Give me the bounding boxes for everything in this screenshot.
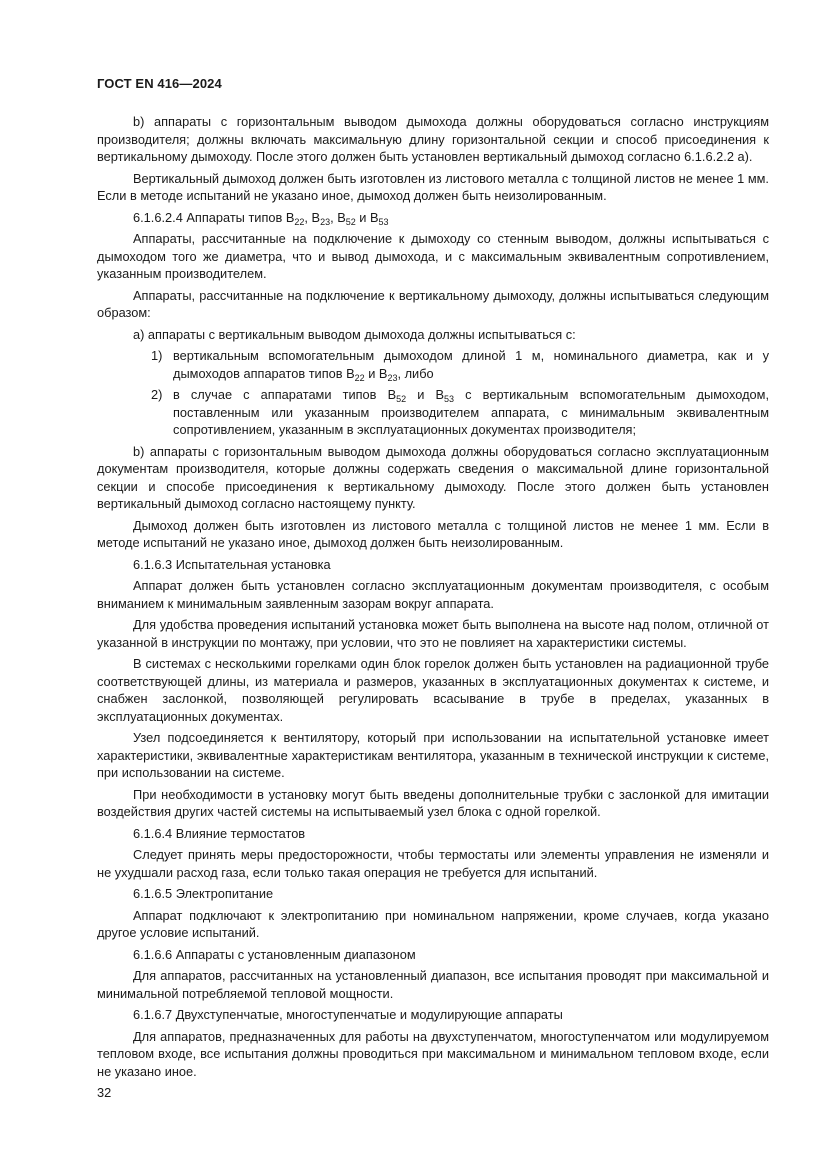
page-number: 32 xyxy=(97,1085,112,1100)
heading-text: , B xyxy=(304,209,321,225)
subscript: 23 xyxy=(320,216,331,227)
list-number: 2) xyxy=(151,387,163,402)
subscript: 22 xyxy=(354,372,365,383)
paragraph: Аппарат должен быть установлен согласно эксплуатационным документам производителя, с особым вниманием к минимальным заявленным зазорам вокруг аппарата. xyxy=(97,578,769,611)
heading-text: и B xyxy=(355,209,379,225)
paragraph: Узел подсоединяется к вентилятору, который при использовании на испытательной установке имеет характеристики, эквивалентные характеристикам вентилятора, указанным в технической инструкции к системе, при использовании на системе. xyxy=(97,730,769,780)
document-header: ГОСТ EN 416—2024 xyxy=(97,76,222,91)
paragraph: Дымоход должен быть изготовлен из листового металла с толщиной листов не менее 1 мм. Если в методе испытаний не указано иное, дымоход должен быть неизолированным. xyxy=(97,517,769,550)
section-heading: 6.1.6.3 Испытательная установка xyxy=(133,556,331,572)
subscript: 22 xyxy=(294,216,305,227)
paragraph: Аппараты, рассчитанные на подключение к дымоходу со стенным выводом, должны испытываться с дымоходом того же диаметра, что и вывод дымохода, и с максимальным эквивалентным сопротивлением, указанным производителем. xyxy=(97,231,769,281)
list-text: вертикальным вспомогательным дымоходом длиной 1 м, номинального диаметра, как и у дымоходов аппаратов типов B xyxy=(173,348,769,381)
list-item xyxy=(97,386,769,439)
heading-text: 6.1.6.2.4 Аппараты типов B xyxy=(133,209,295,225)
section-heading: 6.1.6.5 Электропитание xyxy=(133,886,274,901)
section-heading: 6.1.6.7 Двухступенчатые, многоступенчатые и модулирующие аппараты xyxy=(133,1007,563,1022)
list-text: и B xyxy=(364,365,388,381)
paragraph: Следует принять меры предосторожности, чтобы термостаты или элементы управления не изменяли и не ухудшали расход газа, если только такая операция не требуется для испытаний. xyxy=(97,847,769,880)
paragraph: В системах с несколькими горелками один блок горелок должен быть установлен на радиационной трубе соответствующей длины, из материала и размеров, указанных в эксплуатационных документах к системе, и снабжен заслонкой, позволяющей регулировать всасывание в трубе в пределах, указанных в эксплуатационных документах. xyxy=(97,656,769,724)
list-text: и B xyxy=(406,387,445,402)
section-heading xyxy=(97,209,769,227)
list-item: а) аппараты с вертикальным выводом дымохода должны испытываться с: xyxy=(133,326,576,342)
paragraph: Аппарат подключают к электропитанию при номинальном напряжении, кроме случаев, когда указано другое условие испытаний. xyxy=(97,907,769,940)
list-text: , либо xyxy=(397,365,434,381)
paragraph: Вертикальный дымоход должен быть изготовлен из листового металла с толщиной листов не менее 1 мм. Если в методе испытаний не указано иное, дымоход должен быть неизолированным. xyxy=(97,170,769,203)
paragraph: Для удобства проведения испытаний установка может быть выполнена на высоте над полом, отличной от указанной в инструкции по монтажу, при условии, что это не повлияет на характеристики системы. xyxy=(97,617,769,650)
subscript: 53 xyxy=(444,394,455,404)
paragraph: b) аппараты с горизонтальным выводом дымохода должны оборудоваться согласно инструкциям производителя; должны включать максимальную длину горизонтальной секции и способ присоединения к вертикальному дымоходу. После этого должен быть установлен вертикальный дымоход согласно 6.1.6.2.2 а). xyxy=(97,114,769,164)
subscript: 52 xyxy=(345,216,356,227)
section-heading: 6.1.6.4 Влияние термостатов xyxy=(133,825,306,841)
subscript: 23 xyxy=(387,372,398,383)
paragraph: Аппараты, рассчитанные на подключение к вертикальному дымоходу, должны испытываться следующим образом: xyxy=(97,287,769,320)
section-heading: 6.1.6.6 Аппараты с установленным диапазоном xyxy=(133,946,416,962)
subscript: 53 xyxy=(378,216,389,227)
list-item xyxy=(97,347,769,382)
list-number: 1) xyxy=(151,348,163,363)
paragraph: При необходимости в установку могут быть введены дополнительные трубки с заслонкой для имитации воздействия других частей системы на испытываемый узел блока с одной горелкой. xyxy=(97,786,769,819)
subscript: 52 xyxy=(396,394,407,404)
heading-text: , B xyxy=(330,209,346,225)
paragraph: Для аппаратов, предназначенных для работы на двухступенчатом, многоступенчатом или модулируемом тепловом входе, все испытания должны проводиться при максимальном и минимальном тепловом входе, если не указано иное. xyxy=(97,1028,769,1079)
list-text: в случае с аппаратами типов B xyxy=(173,387,397,402)
document-body xyxy=(97,113,769,1084)
paragraph: Для аппаратов, рассчитанных на установленный диапазон, все испытания проводят при максимальной и минимальной потребляемой тепловой мощности. xyxy=(97,968,769,1001)
paragraph: b) аппараты с горизонтальным выводом дымохода должны оборудоваться согласно эксплуатационным документам производителя, которые должны содержать сведения о максимальной длине горизонтальной секции и способе присоединения к вертикальному дымоходу. После этого должен быть установлен вертикальный дымоход согласно настоящему пункту. xyxy=(97,443,769,511)
list-text: с вертикальным вспомогательным дымоходом, поставленным или указанным производителем аппарата, с минимальным эквивалентным сопротивлением, указанным в эксплуатационных документах производителя; xyxy=(173,387,770,437)
